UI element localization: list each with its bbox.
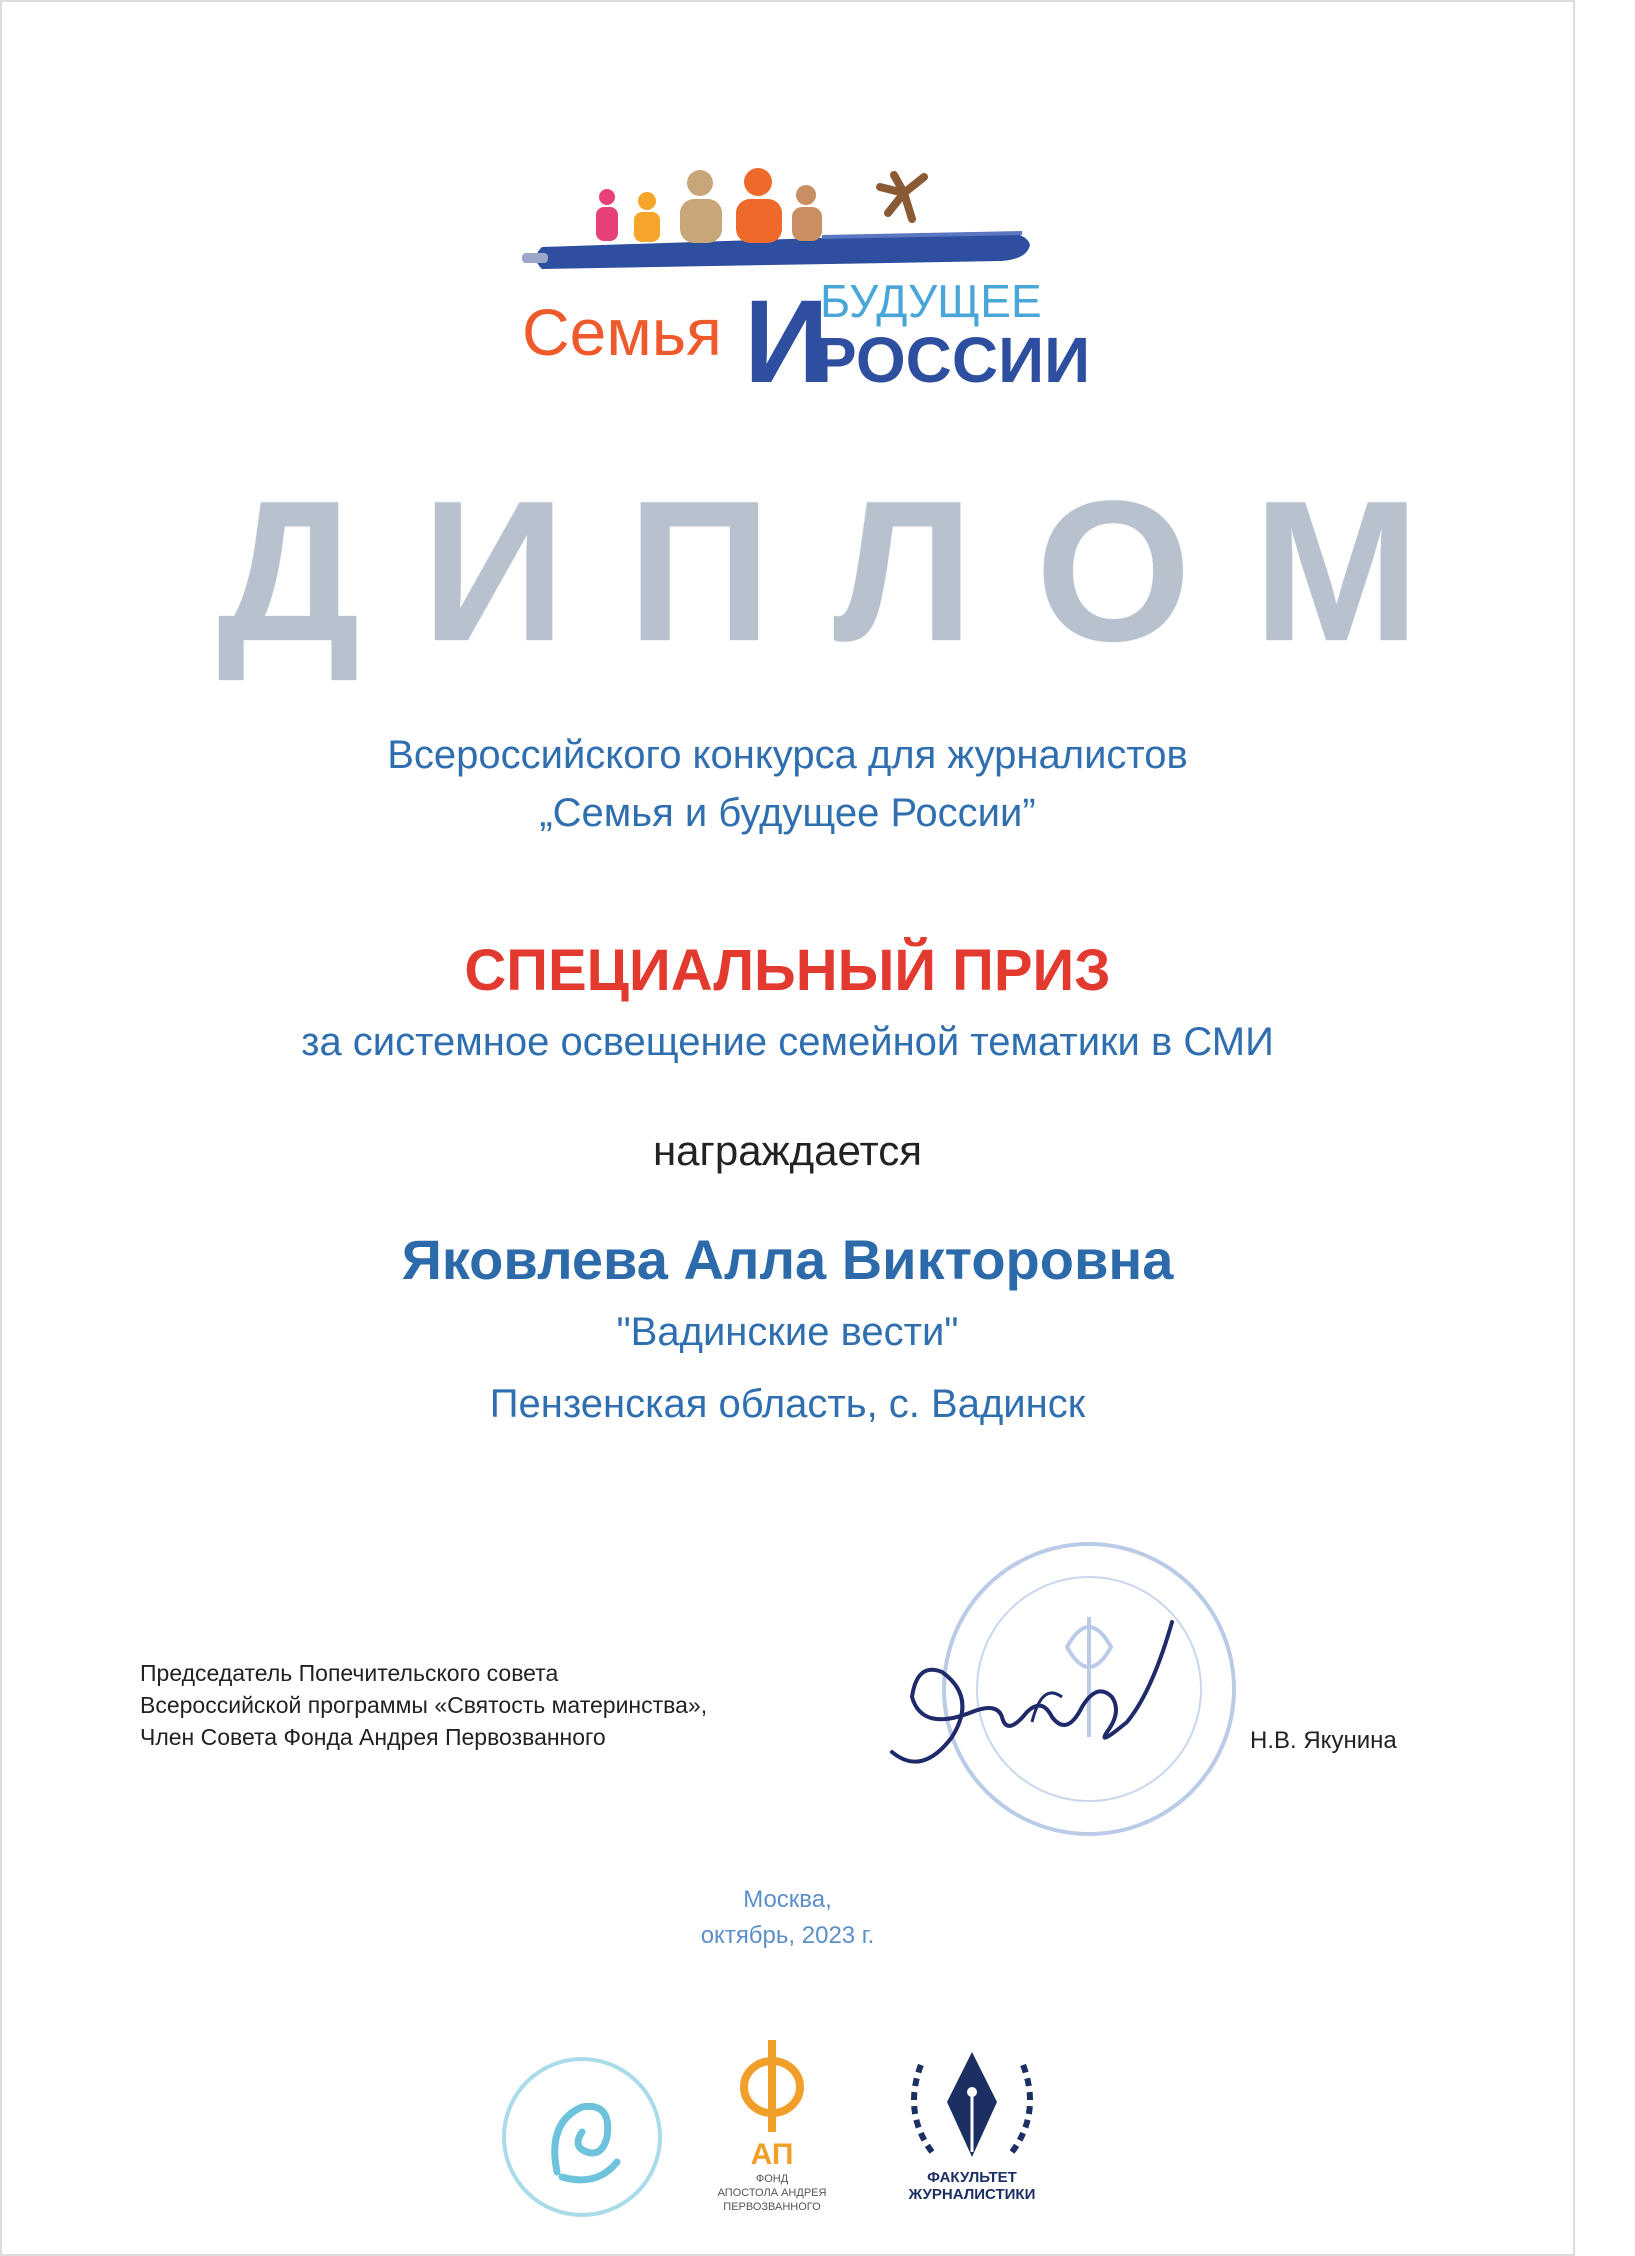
logo-word-budushchee: БУДУЩЕЕ xyxy=(820,275,1042,327)
fap-line-2: АПОСТОЛА АНДРЕЯ xyxy=(717,2187,827,2199)
partner-logos xyxy=(2,2032,1573,2222)
awarded-label: награждается xyxy=(652,1127,923,1174)
journ-line-2: ЖУРНАЛИСТИКИ xyxy=(908,2186,1036,2203)
contest-line-1: Всероссийского конкурса для журналистов xyxy=(387,733,1188,777)
logo-word-rossii: РОССИИ xyxy=(814,324,1091,396)
mother-child-icon xyxy=(497,2052,667,2222)
signatory-line-2: Всероссийской программы «Святость материнства», xyxy=(140,1692,708,1718)
fap-logo-icon xyxy=(707,2032,837,2222)
recipient-region: Пензенская область, с. Вадинск xyxy=(489,1382,1086,1426)
prize-description: за системное освещение семейной тематики в СМИ xyxy=(301,1020,1274,1064)
fap-letters: АП xyxy=(750,2138,794,2171)
contest-logo xyxy=(522,177,1091,408)
signatory-line-1: Председатель Попечительского совета xyxy=(140,1660,559,1686)
fap-line-1: ФОНД xyxy=(755,2173,789,2185)
sanctity-of-motherhood-logo xyxy=(497,2052,667,2222)
diploma-title: ДИПЛОМ xyxy=(217,460,1482,683)
signatory-name: Н.В. Якунина xyxy=(1250,1727,1397,1754)
signatory-line-3: Член Совета Фонда Андрея Первозванного xyxy=(140,1724,606,1750)
handwritten-signature xyxy=(882,1602,1182,1792)
fap-foundation-logo xyxy=(707,2032,837,2222)
logo-letter-i: И xyxy=(744,276,829,408)
family-pen-logo-icon xyxy=(522,177,1091,408)
journ-line-1: ФАКУЛЬТЕТ xyxy=(927,2169,1017,2186)
journalism-faculty-logo xyxy=(892,2032,1052,2222)
pen-nib-wreath-icon xyxy=(892,2032,1052,2222)
contest-line-2: „Семья и будущее России” xyxy=(539,791,1036,835)
fap-line-3: ПЕРВОЗВАННОГО xyxy=(723,2201,821,2213)
prize-title: СПЕЦИАЛЬНЫЙ ПРИЗ xyxy=(464,938,1111,1003)
place-city: Москва, xyxy=(743,1886,832,1913)
place-date xyxy=(2,1882,1573,1954)
recipient-outlet: "Вадинские вести" xyxy=(616,1310,959,1354)
signatory-title xyxy=(140,1657,707,1753)
recipient-name: Яковлева Алла Викторовна xyxy=(401,1228,1174,1291)
logo-word-semya: Семья xyxy=(522,295,722,369)
place-date-text: октябрь, 2023 г. xyxy=(700,1922,875,1949)
signature-icon xyxy=(882,1602,1182,1792)
